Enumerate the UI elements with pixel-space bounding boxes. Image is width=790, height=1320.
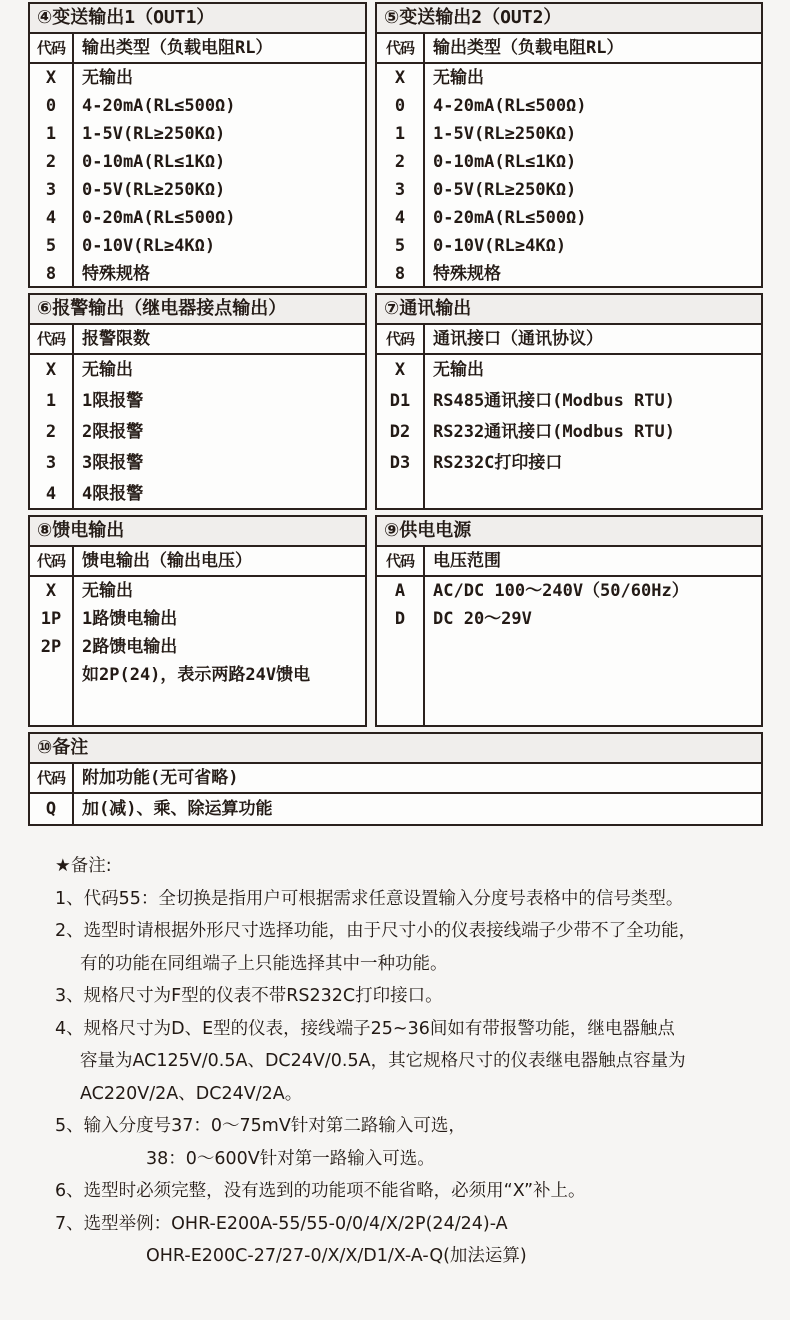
description-cell: RS232通讯接口(Modbus RTU) [433, 422, 675, 442]
description-cell: 4-20mA(RL≤500Ω) [433, 96, 587, 116]
description-cell: 无输出 [433, 360, 484, 380]
code-cell: 4 [45, 208, 57, 228]
description-column [74, 64, 365, 286]
description-column [74, 355, 365, 508]
selection-tables [28, 2, 763, 826]
code-cell [30, 661, 72, 689]
description-column-header: 电压范围 [433, 551, 501, 571]
description-cell: 4-20mA(RL≤500Ω) [82, 96, 236, 116]
section-body [377, 355, 761, 508]
section-title: ④变送输出1（OUT1） [30, 4, 365, 34]
description-cell: 3限报警 [82, 453, 144, 473]
description-cell: DC 20～29V [433, 609, 532, 629]
description-column [425, 355, 761, 508]
note-line: 5、输入分度号37：0～75mV针对第二路输入可选， [55, 1116, 466, 1136]
description-cell: RS232C打印接口 [433, 453, 563, 473]
code-cell: X [45, 581, 57, 601]
note-line: 6、选型时必须完整，没有选到的功能项不能省略，必须用“X”补上。 [55, 1181, 586, 1201]
code-cell: 5 [45, 236, 57, 256]
code-column-header: 代码 [377, 547, 425, 575]
code-cell: 4 [45, 484, 57, 504]
footnotes-list [55, 883, 755, 1273]
code-column-header: 代码 [377, 34, 425, 62]
note-line: 有的功能在同组端子上只能选择其中一种功能。 [80, 953, 448, 974]
band-feed-power [28, 515, 763, 727]
note-line: 7、选型举例：OHR-E200A-55/55-0/0/4/X/2P(24/24)-A [55, 1213, 508, 1234]
section-header-row [30, 34, 365, 64]
description-column [74, 577, 365, 725]
description-cell: 无输出 [433, 68, 484, 88]
code-cell: 2P [40, 637, 62, 657]
section-body [30, 355, 365, 508]
section-header-row [30, 325, 365, 355]
description-cell: 4限报警 [82, 484, 144, 504]
description-cell: 1-5V(RL≥250KΩ) [82, 124, 226, 144]
section-communication-output [375, 293, 763, 510]
note-line: 1、代码55：全切换是指用户可根据需求任意设置输入分度号表格中的信号类型。 [55, 888, 684, 909]
description-cell: 0-20mA(RL≤500Ω) [433, 208, 587, 228]
description-cell: 2路馈电输出 [82, 637, 178, 657]
band-transmit-outputs [28, 2, 763, 288]
description-column-header: 输出类型（负载电阻RL） [82, 38, 273, 58]
code-column-header: 代码 [377, 325, 425, 353]
code-cell: 5 [394, 236, 406, 256]
code-cell: 0 [45, 96, 57, 116]
footnotes-title: ★备注: [55, 856, 112, 876]
description-cell: 加(减)、乘、除运算功能 [82, 799, 273, 819]
description-column-header: 输出类型（负载电阻RL） [433, 38, 624, 58]
code-column [30, 577, 74, 725]
note-line: 4、规格尺寸为D、E型的仪表，接线端子25~36间如有带报警功能，继电器触点 [55, 1018, 675, 1039]
description-cell: AC/DC 100～240V（50/60Hz） [433, 581, 689, 601]
code-column [377, 64, 425, 286]
code-cell: 1 [45, 391, 57, 411]
code-cell: A [394, 581, 406, 601]
code-cell: 4 [394, 208, 406, 228]
footnotes [55, 850, 755, 1273]
section-body [30, 577, 365, 725]
code-cell: D2 [389, 422, 411, 442]
code-cell: 1 [45, 124, 57, 144]
code-cell: 3 [45, 453, 57, 473]
section-feed-output [28, 515, 367, 727]
section-body [377, 64, 761, 286]
code-cell: D3 [389, 453, 411, 473]
description-cell: 特殊规格 [82, 264, 150, 284]
code-cell: 8 [45, 264, 57, 284]
code-column-header: 代码 [30, 34, 74, 62]
code-cell: Q [45, 799, 57, 819]
description-cell: 2限报警 [82, 422, 144, 442]
description-column [425, 577, 761, 725]
section-title: ⑩备注 [30, 734, 761, 764]
description-column-header: 附加功能(无可省略) [82, 768, 239, 788]
section-title: ⑧馈电输出 [30, 517, 365, 547]
description-cell: 无输出 [82, 360, 133, 380]
code-column-header: 代码 [30, 325, 74, 353]
section-header-row [377, 34, 761, 64]
code-cell: 2 [394, 152, 406, 172]
section-header-row [377, 325, 761, 355]
code-cell: 1 [394, 124, 406, 144]
description-cell: 0-10mA(RL≤1KΩ) [82, 152, 226, 172]
description-cell: 无输出 [82, 581, 133, 601]
section-title: ⑨供电电源 [377, 517, 761, 547]
description-column-header: 通讯接口（通讯协议） [433, 329, 603, 349]
note-line: 3、规格尺寸为F型的仪表不带RS232C打印接口。 [55, 986, 443, 1006]
code-cell: D [394, 609, 406, 629]
note-line: AC220V/2A、DC24V/2A。 [80, 1083, 303, 1104]
description-cell: 1-5V(RL≥250KΩ) [433, 124, 577, 144]
band-remark [28, 732, 763, 826]
code-cell: X [394, 68, 406, 88]
code-cell: X [45, 360, 57, 380]
code-cell: X [45, 68, 57, 88]
description-cell: 0-5V(RL≥250KΩ) [433, 180, 577, 200]
description-column-header: 报警限数 [82, 329, 150, 349]
description-cell: 0-10mA(RL≤1KΩ) [433, 152, 577, 172]
code-cell: 2 [45, 422, 57, 442]
description-cell: 0-5V(RL≥250KΩ) [82, 180, 226, 200]
code-column [377, 577, 425, 725]
code-cell: X [394, 360, 406, 380]
description-column-header: 馈电输出（输出电压） [82, 551, 252, 571]
description-column [425, 64, 761, 286]
note-line: 2、选型时请根据外形尺寸选择功能，由于尺寸小的仪表接线端子少带不了全功能， [55, 921, 697, 941]
description-cell: 特殊规格 [433, 264, 501, 284]
note-line: OHR-E200C-27/27-0/X/X/D1/X-A-Q(加法运算) [146, 1246, 527, 1266]
code-cell: 8 [394, 264, 406, 284]
section-transmit-output-1 [28, 2, 367, 288]
section-header-row [30, 764, 761, 794]
section-title: ⑥报警输出（继电器接点输出） [30, 295, 365, 325]
description-cell: 无输出 [82, 68, 133, 88]
description-cell: 0-20mA(RL≤500Ω) [82, 208, 236, 228]
section-alarm-output [28, 293, 367, 510]
description-cell: 0-10V(RL≥4KΩ) [433, 236, 567, 256]
section-remark [28, 732, 763, 826]
code-cell: 3 [45, 180, 57, 200]
section-header-row [377, 547, 761, 577]
note-line: 容量为AC125V/0.5A、DC24V/0.5A，其它规格尺寸的仪表继电器触点容量为 [80, 1051, 686, 1071]
section-title: ⑦通讯输出 [377, 295, 761, 325]
code-column [377, 355, 425, 508]
note-line: 38：0～600V针对第一路输入可选。 [146, 1148, 435, 1169]
code-column [30, 64, 74, 286]
code-cell: 1P [40, 609, 62, 629]
code-cell: 2 [45, 152, 57, 172]
code-column [30, 355, 74, 508]
section-body [30, 64, 365, 286]
description-cell: 1限报警 [82, 391, 144, 411]
code-column-header: 代码 [30, 547, 74, 575]
section-body [377, 577, 761, 725]
description-column [74, 794, 761, 824]
section-body [30, 794, 761, 824]
band-alarm-communication [28, 293, 763, 510]
section-power-supply [375, 515, 763, 727]
description-cell: RS485通讯接口(Modbus RTU) [433, 391, 675, 411]
code-column-header: 代码 [30, 764, 74, 792]
section-header-row [30, 547, 365, 577]
description-cell: 0-10V(RL≥4KΩ) [82, 236, 216, 256]
code-cell: 3 [394, 180, 406, 200]
description-cell: 1路馈电输出 [82, 609, 178, 629]
code-cell: D1 [389, 391, 411, 411]
code-cell: 0 [394, 96, 406, 116]
description-cell: 如2P(24)，表示两路24V馈电 [82, 665, 311, 685]
code-column [30, 794, 74, 824]
section-transmit-output-2 [375, 2, 763, 288]
section-title: ⑤变送输出2（OUT2） [377, 4, 761, 34]
